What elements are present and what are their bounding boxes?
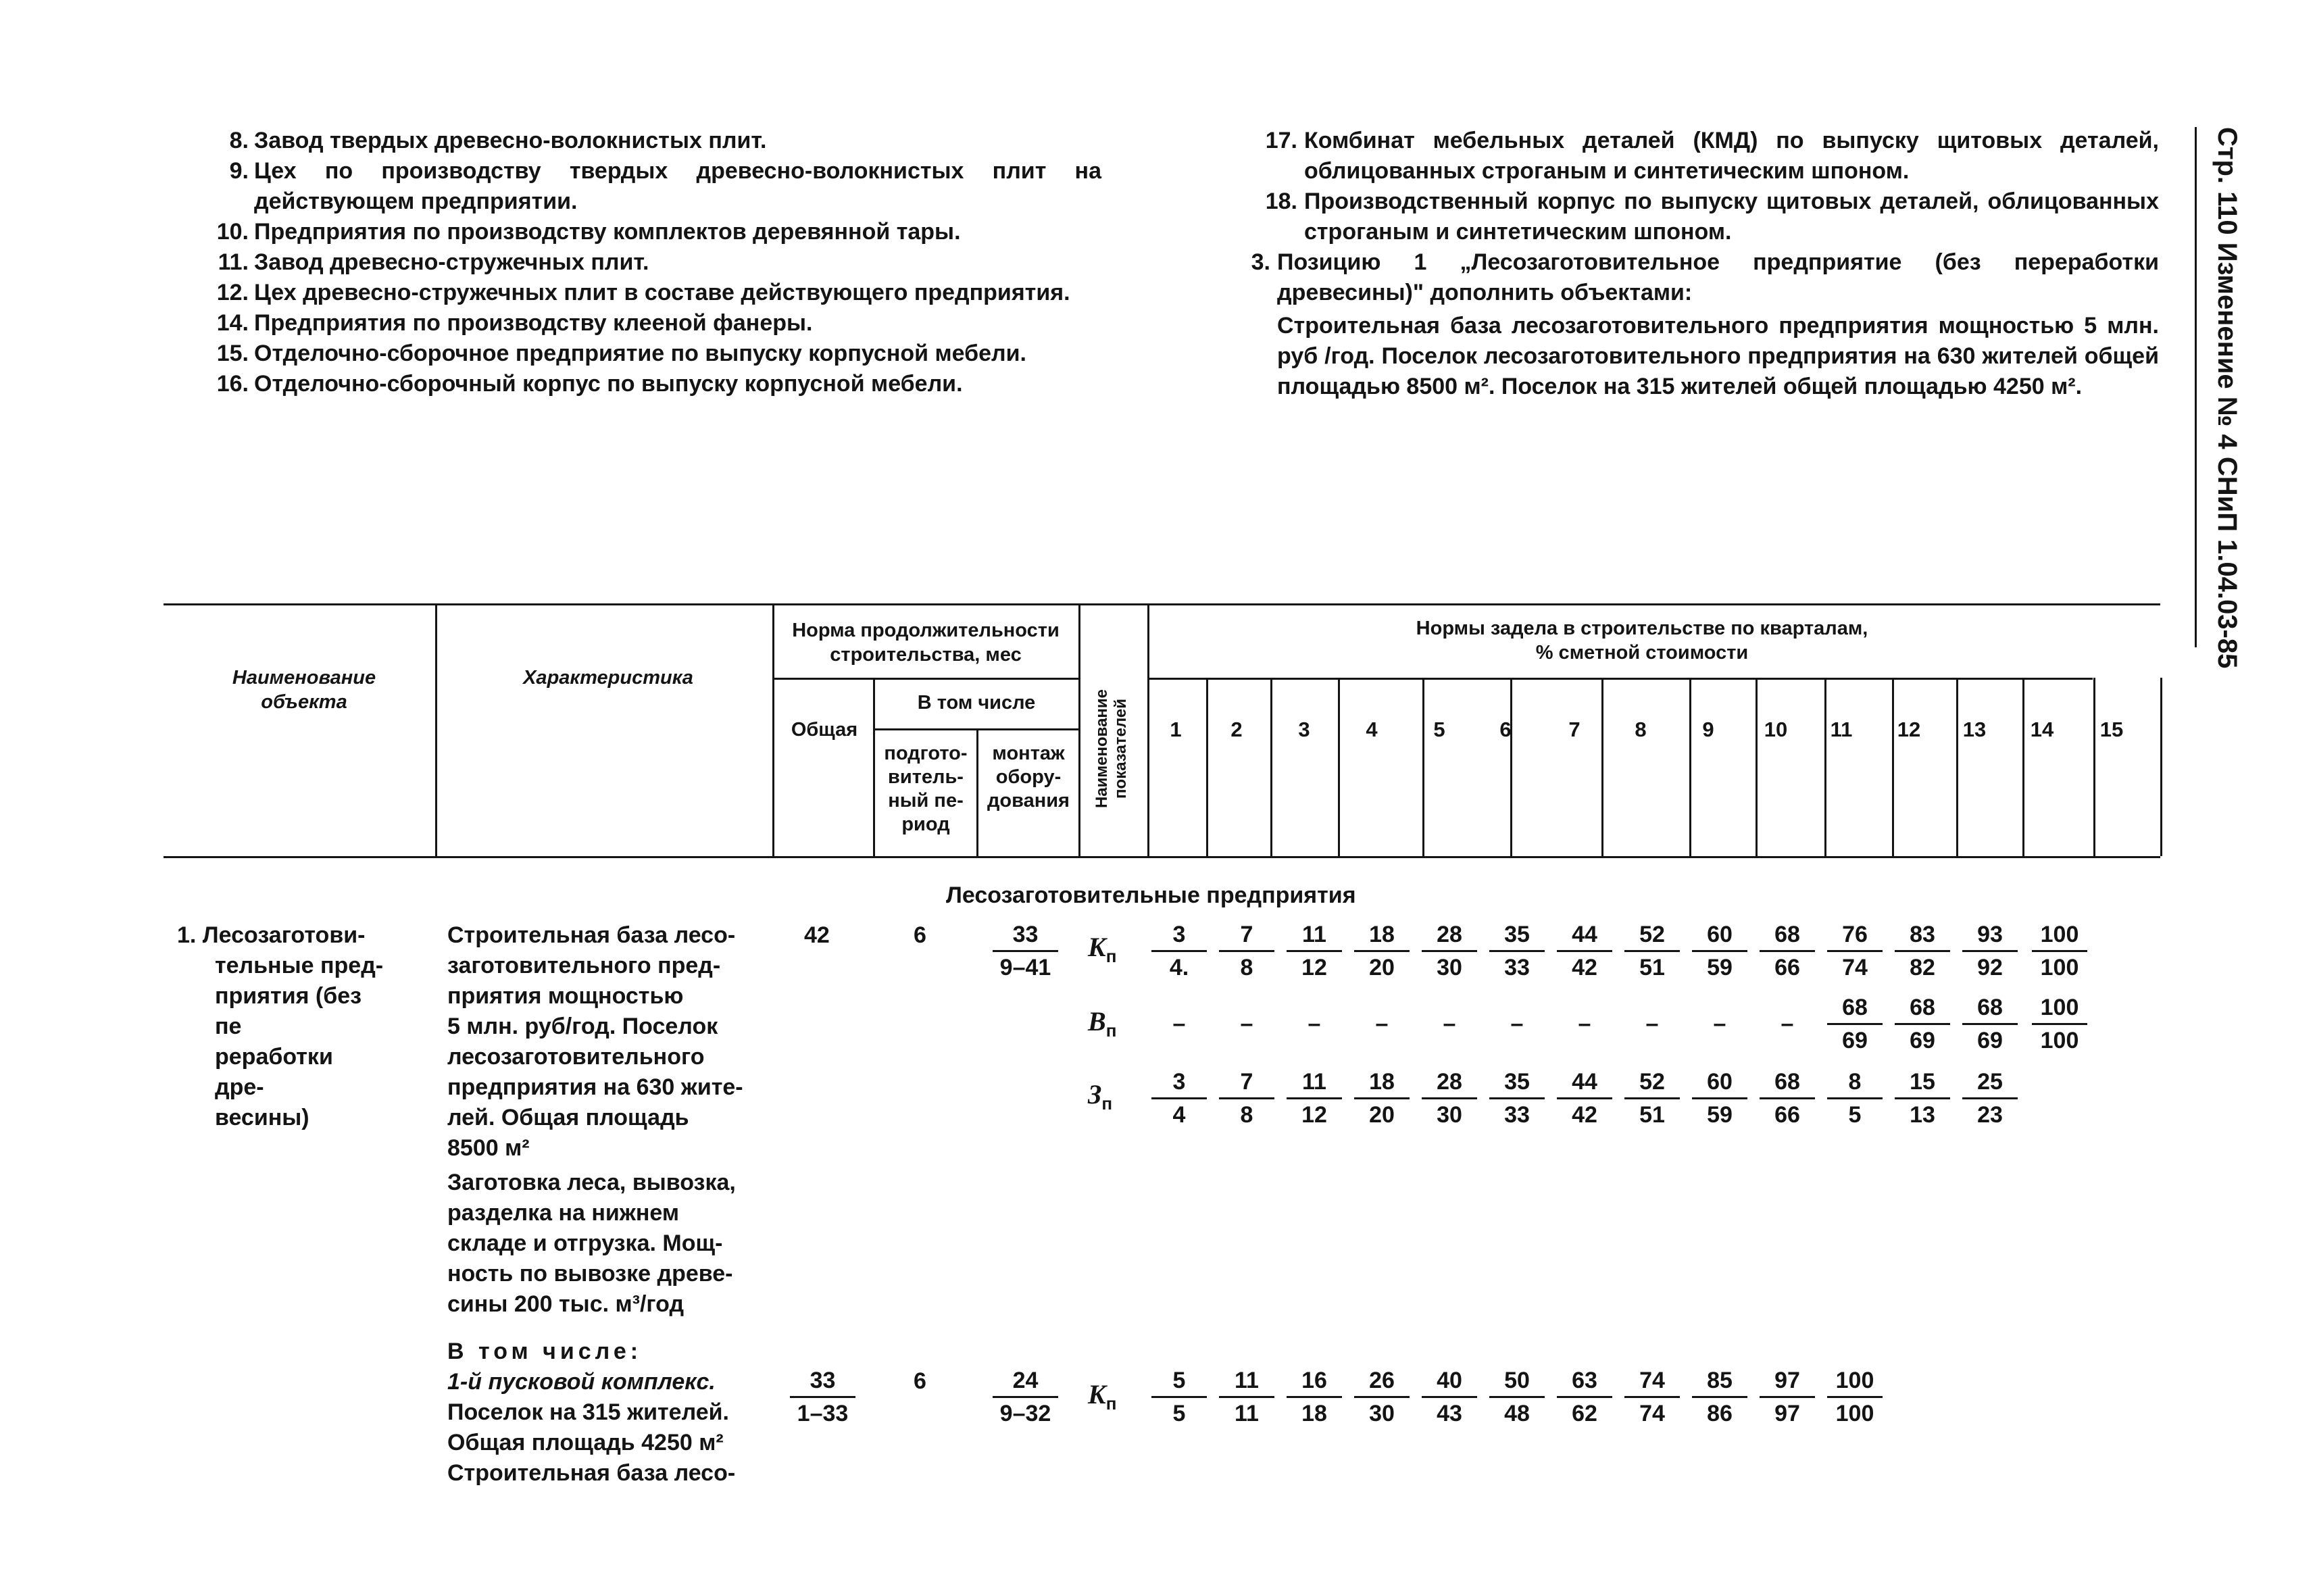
k-value-fraction: 68 66 (1750, 920, 1824, 982)
k2-value-fraction: 85 86 (1683, 1366, 1757, 1428)
b-value-dash: – (1781, 1011, 1794, 1037)
header-mount: монтаж обору- дования (987, 743, 1070, 812)
right-paragraph: Строительная база лесозаготовительного предприятия мощностью 5 млн. руб /год. Поселок лесозаготовительного предприятия на 630 жителей общей площадью 8500 м². Поселок на 315 жителей общей площадью 4250 м². (1277, 313, 2159, 399)
indicator-b: $B_п$ (1088, 1006, 1117, 1041)
k-value-fraction: 11 12 (1277, 920, 1351, 982)
k2-value-fraction: 63 62 (1547, 1366, 1622, 1428)
b-value-dash: – (1645, 1011, 1659, 1037)
b-value-dash: – (1510, 1011, 1524, 1037)
b-value-fraction: 68 69 (1953, 993, 2027, 1055)
list-item: 10. Предприятия по производству комплектов деревянной тары. (216, 219, 961, 245)
header-sub-rule (772, 678, 1078, 680)
k2-value-fraction: 40 43 (1412, 1366, 1487, 1428)
quarter-col-rule (2093, 678, 2095, 856)
indicator-z: $З_п$ (1088, 1079, 1113, 1114)
list-item: 12. Цех древесно-стружечных плит в составе действующего предприятия. (216, 280, 1070, 305)
header-duration: Норма продолжительности строительства, мес (792, 620, 1060, 666)
k2-value-fraction: 74 74 (1615, 1366, 1689, 1428)
header-total: Общая (791, 719, 858, 741)
row2-characteristic: В том числе: 1-й пусковой комплекс. Поселок на 315 жителей. Общая площадь 4250 м² Строительная база лесо- (447, 1339, 736, 1486)
row2-mount: 24 9–32 (983, 1366, 1068, 1428)
table-col-rule (435, 603, 437, 856)
quarter-col-rule (1756, 678, 1758, 856)
indicator-k: $K_п$ (1088, 932, 1117, 966)
quarter-col-rule (1270, 678, 1272, 856)
k-value-fraction: 100 100 (2022, 920, 2097, 982)
k-value-fraction: 52 51 (1615, 920, 1689, 982)
row1-object-name: 1. Лесозаготови- тельные пред- приятия (без пе реработки дре- весины) (177, 922, 384, 1130)
quarter-col-rule (2160, 678, 2162, 856)
z-value-fraction: 3 4 (1142, 1068, 1216, 1129)
table-top-rule (164, 603, 2160, 605)
z-value-fraction: 28 30 (1412, 1068, 1487, 1129)
quarter-header: 14 (2030, 718, 2054, 741)
z-value-fraction: 68 66 (1750, 1068, 1824, 1129)
b-value-dash: – (1443, 1011, 1456, 1037)
b-value-dash: – (1172, 1011, 1186, 1037)
list-item: 3. Позицию 1 „Лесозаготовительное предприятие (без переработки древесины)" дополнить объектами: (1251, 249, 2159, 305)
row1-prep: 6 (914, 922, 926, 948)
header-including: В том числе (917, 692, 1036, 714)
indicator-k-row2: $K_п$ (1088, 1379, 1117, 1414)
k-value-fraction: 83 82 (1885, 920, 1960, 982)
b-value-dash: – (1713, 1011, 1726, 1037)
b-value-dash: – (1308, 1011, 1321, 1037)
k-value-fraction: 28 30 (1412, 920, 1487, 982)
k-value-fraction: 35 33 (1480, 920, 1554, 982)
row1-characteristic: Строительная база лесо- заготовительного пред- приятия мощностью 5 млн. руб/год. Поселок лесозаготовительного предприятия на 630 жите- лей. Общая площадь 8500 м² Заготовка леса, вывозка, разделка на нижнем складе и отгрузка. Мощ- ность по вывозке древе- сины 200 тыс. м³/год (447, 922, 743, 1317)
quarter-header: 15 (2099, 718, 2124, 741)
quarter-header: 9 (1702, 718, 1714, 741)
row2-total: 33 1–33 (780, 1366, 865, 1428)
b-value-fraction: 68 69 (1818, 993, 1892, 1055)
quarter-header: 3 (1298, 718, 1310, 741)
list-item: 11. Завод древесно-стружечных плит. (218, 249, 649, 275)
quarter-col-rule (1338, 678, 1340, 856)
header-backlog: Нормы задела в строительстве по кварталам, % сметной стоимости (1416, 618, 1868, 664)
k-value-fraction: 7 8 (1210, 920, 1284, 982)
z-value-fraction: 15 13 (1885, 1068, 1960, 1129)
table-col-rule (772, 603, 774, 856)
quarter-col-rule (1510, 678, 1512, 856)
header-object-name: Наименование объекта (232, 667, 376, 713)
left-object-list (196, 126, 1101, 399)
k2-value-fraction: 26 30 (1345, 1366, 1419, 1428)
quarter-col-rule (1956, 678, 1958, 856)
z-value-fraction: 11 12 (1277, 1068, 1351, 1129)
table-col-rule (873, 678, 875, 856)
k-value-fraction: 60 59 (1683, 920, 1757, 982)
header-sub-rule (873, 728, 1078, 730)
b-value-dash: – (1578, 1011, 1591, 1037)
list-item: 14. Предприятия по производству клееной фанеры. (216, 310, 813, 336)
header-indicator: Наименование показателей (1093, 689, 1130, 809)
b-value-fraction: 68 69 (1885, 993, 1960, 1055)
quarter-header: 2 (1230, 718, 1243, 741)
list-item: 16. Отделочно-сборочный корпус по выпуску корпусной мебели. (216, 371, 963, 397)
list-item: 9. Цех по производству твердых древесно-волокнистых плит на действующем предприятии. (229, 158, 1101, 214)
b-value-dash: – (1240, 1011, 1253, 1037)
page-side-header: Стр. 110 Изменение № 4 СНиП 1.04.03-85 (2212, 127, 2242, 669)
quarter-col-rule (1892, 678, 1894, 856)
list-item: 8. Завод твердых древесно-волокнистых плит. (229, 128, 767, 153)
quarter-header: 8 (1635, 718, 1647, 741)
section-title: Лесозаготовительные предприятия (946, 882, 1356, 908)
k2-value-fraction: 100 100 (1818, 1366, 1892, 1428)
k2-value-fraction: 97 97 (1750, 1366, 1824, 1428)
table-header-bottom-rule (164, 856, 2160, 858)
z-value-fraction: 25 23 (1953, 1068, 2027, 1129)
k-value-fraction: 18 20 (1345, 920, 1419, 982)
quarter-header: 7 (1568, 718, 1580, 741)
table-col-rule (1078, 603, 1080, 856)
quarter-col-rule (2022, 678, 2024, 856)
b-value-dash: – (1375, 1011, 1389, 1037)
quarter-header: 6 (1499, 718, 1512, 741)
z-value-fraction: 52 51 (1615, 1068, 1689, 1129)
right-object-list (1237, 126, 2159, 308)
row1-total: 42 (804, 922, 830, 948)
z-value-fraction: 35 33 (1480, 1068, 1554, 1129)
k-value-fraction: 93 92 (1953, 920, 2027, 982)
z-value-fraction: 8 5 (1818, 1068, 1892, 1129)
quarter-col-rule (1601, 678, 1603, 856)
z-value-fraction: 60 59 (1683, 1068, 1757, 1129)
k2-value-fraction: 50 48 (1480, 1366, 1554, 1428)
quarter-header: 10 (1764, 718, 1788, 741)
z-value-fraction: 7 8 (1210, 1068, 1284, 1129)
b-value-fraction: 100 100 (2022, 993, 2097, 1055)
quarter-col-rule (1422, 678, 1424, 856)
header-characteristic: Характеристика (523, 667, 693, 689)
quarter-header: 4 (1366, 718, 1378, 741)
z-value-fraction: 18 20 (1345, 1068, 1419, 1129)
k2-value-fraction: 5 5 (1142, 1366, 1216, 1428)
z-value-fraction: 44 42 (1547, 1068, 1622, 1129)
side-header-rule (2195, 127, 2197, 647)
list-item: 15. Отделочно-сборочное предприятие по выпуску корпусной мебели. (216, 341, 1026, 366)
quarter-header: 11 (1830, 718, 1853, 741)
table-col-rule (976, 728, 978, 856)
k2-value-fraction: 16 18 (1277, 1366, 1351, 1428)
quarter-col-rule (1689, 678, 1691, 856)
k2-value-fraction: 11 11 (1210, 1366, 1284, 1428)
row2-prep: 6 (914, 1368, 926, 1394)
list-item: 17. Комбинат мебельных деталей (КМД) по выпуску щитовых деталей, облицованных строганым и синтетическим шпоном. (1265, 128, 2159, 184)
quarter-header: 1 (1170, 718, 1182, 741)
k-value-fraction: 44 42 (1547, 920, 1622, 982)
quarter-header: 12 (1897, 718, 1921, 741)
header-sub-rule (1147, 678, 2093, 680)
list-item: 18. Производственный корпус по выпуску щитовых деталей, облицованных строганым и синтетическим шпоном. (1265, 189, 2159, 245)
quarter-col-rule (1824, 678, 1826, 856)
quarter-col-rule (1206, 678, 1208, 856)
quarter-header: 5 (1433, 718, 1445, 741)
header-prep: подгото- витель- ный пе- риод (884, 743, 968, 835)
k-value-fraction: 76 74 (1818, 920, 1892, 982)
quarter-header: 13 (1962, 718, 1987, 741)
k-value-fraction: 3 4. (1142, 920, 1216, 982)
row1-mount: 33 9–41 (983, 920, 1068, 982)
